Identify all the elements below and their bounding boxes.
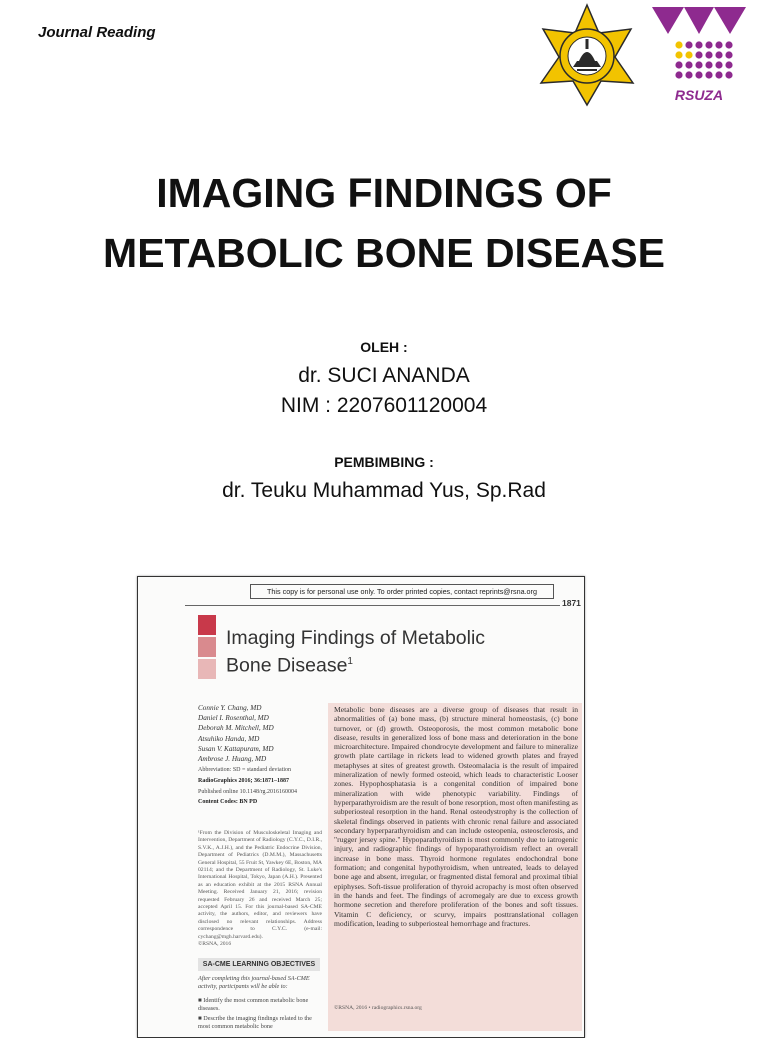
supervisor-name: dr. Teuku Muhammad Yus, Sp.Rad	[222, 479, 546, 502]
author: Ambrose J. Huang, MD	[198, 755, 267, 764]
author: Atsuhiko Handa, MD	[198, 734, 260, 743]
paper-published: Published online 10.1148/rg.2016160004	[198, 788, 297, 795]
cme-intro: After completing this journal-based SA-CME activity, participants will be able to:	[198, 975, 310, 990]
main-title	[0, 163, 768, 283]
footnote-copyright: ©RSNA, 2016	[198, 941, 232, 948]
paper-first-page-image	[137, 576, 585, 1038]
paper-authors	[198, 703, 274, 764]
paper-affiliation-footnote	[198, 830, 322, 949]
supervisor-label: PEMBIMBING :	[334, 454, 434, 470]
author: Deborah M. Mitchell, MD	[198, 724, 274, 733]
paper-metadata	[198, 767, 322, 810]
paper-title	[226, 627, 566, 678]
title-swatch-mid	[198, 637, 216, 657]
paper-title-line1: Imaging Findings of Metabolic	[226, 627, 486, 649]
presenter-nim: NIM : 2207601120004	[280, 394, 488, 417]
main-title-line1: IMAGING FINDINGS OF	[156, 170, 612, 216]
paper-title-line2: Bone Disease	[226, 654, 348, 677]
author: Daniel I. Rosenthal, MD	[198, 714, 269, 723]
footnote-text: ¹From the Division of Musculoskeletal Imaging and Intervention, Department of Radiology (C.Y.C., D.I.R., S.V.K., A.J.H.), and the Pediatric Endocrine Division, Department of Pediatrics (D.M.M.), Massachusetts General Hospital, 55 Fruit St, Yawkey 6E, Boston, MA 02114; and the Department of Radiology, St. Luke's International Hospital, Tokyo, Japan (A.H.). Presented as an education exhibit at the 2015 RSNA Annual Meeting. Received January 21, 2016; revision requested February 26 and received March 25; accepted April 15. For this journal-based SA-CME activity, the authors, editor, and reviewers have disclosed no relevant relationships. Address correspondence to C.Y.C. (e-mail: cychang@mgh.harvard.edu).	[198, 830, 322, 940]
paper-title-superscript: 1	[347, 656, 353, 667]
title-swatch-light	[198, 659, 216, 679]
paper-content-codes: Content Codes: BN PD	[198, 799, 258, 806]
presenter-label: OLEH :	[360, 339, 408, 355]
cme-heading: SA-CME LEARNING OBJECTIVES	[198, 958, 320, 971]
rsuza-logo	[650, 4, 748, 104]
main-title-line2: METABOLIC BONE DISEASE	[103, 230, 665, 276]
author: Susan V. Kattapuram, MD	[198, 744, 274, 753]
presenter-name: dr. SUCI ANANDA	[298, 364, 470, 387]
cme-objective: ■ Identify the most common metabolic bone diseases.	[198, 997, 309, 1012]
unsyiah-logo	[533, 3, 641, 107]
cme-objective: ■ Describe the imaging findings related to the most common metabolic bone	[198, 1015, 312, 1030]
paper-page-number: 1871	[562, 598, 581, 608]
paper-abbreviation: Abbreviation: SD = standard deviation	[198, 767, 292, 773]
paper-footer: ©RSNA, 2016 • radiographics.rsna.org	[334, 1005, 422, 1011]
author: Connie Y. Chang, MD	[198, 704, 262, 712]
paper-abstract: Metabolic bone diseases are a diverse group of diseases that result in abnormalities of (a) bone mass, (b) structure mineral homeostasis, (c) bone turnover, or (d) growth. Osteoporosis, the most common metabolic bone disease, results in generalized loss of bone mass and deterioration in the bone microarchitecture. Impaired chondrocyte development and failure to mineralize growth plate cartilage in rickets lead to widened growth plates and frayed metaphyses at sites of greatest growth. Osteomalacia is the result of impaired mineralization of newly formed osteoid, which leads to characteristic Looser zones. Hypophosphatasia is a congenital condition of impaired bone mineralization with wide phenotypic variability. Findings of hyperparathyroidism are the result of bone resorption, most often manifesting as subperiosteal resorption in the hand. Renal osteodystrophy is the collection of skeletal findings observed in patients with chronic renal failure and associated secondary hyperparathyroidism and can include osteopenia, osteosclerosis, and "rugger jersey spine." Hypoparathyroidism is most commonly due to iatrogenic injury, and radiographic findings of hypoparathyroidism reflect an overall increase in bone mass. Thyroid hormone regulates endochondral bone formation; and congenital hypothyroidism, when untreated, leads to delayed bone age and absent, irregular, or fragmented distal femoral and proximal tibial epiphyses. Soft-tissue proliferation of thyroid acropachy is most often observed in the hands and feet. The findings of acromegaly are due to excess growth hormone secretion and therefore proliferation of the bones and soft tissues. Vitamin C deficiency, or scurvy, impairs posttranslational collagen modification, leading to subperiosteal hemorrhage and fractures.	[334, 705, 578, 928]
rsuza-logo-text: RSUZA	[674, 87, 724, 103]
title-swatch-dark	[198, 615, 216, 635]
paper-banner: This copy is for personal use only. To order printed copies, contact reprints@rsna.org	[250, 584, 554, 599]
paper-divider	[185, 605, 560, 606]
paper-citation: RadioGraphics 2016; 36:1871–1887	[198, 777, 290, 784]
journal-reading-label: Journal Reading	[38, 24, 156, 41]
